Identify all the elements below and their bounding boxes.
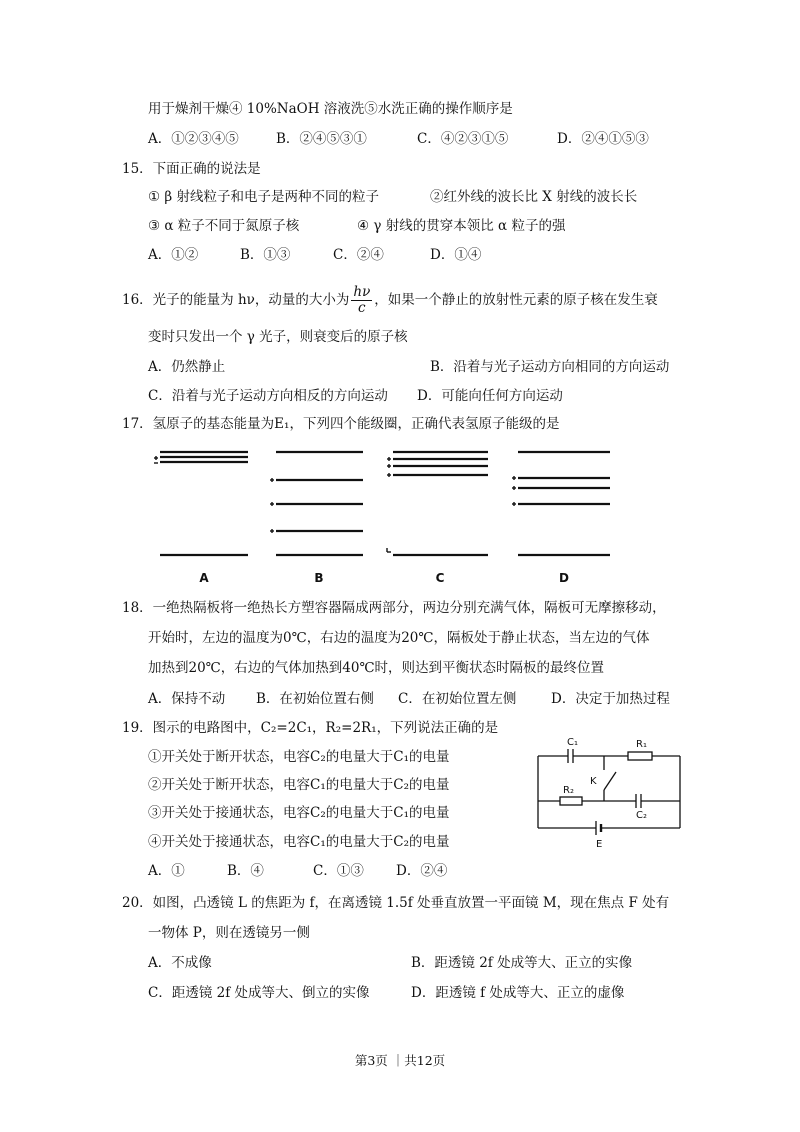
q16-stem-line2: 变时只发出一个 γ 光子，则衰变后的原子核 xyxy=(148,329,408,345)
label-c1: C₁ xyxy=(567,737,578,748)
label-k: K xyxy=(590,776,597,787)
q19-statement-2: ②开关处于断开状态，电容C₁的电量大于C₂的电量 xyxy=(148,777,450,793)
q14-option-b: B．②④⑤③① xyxy=(276,131,367,147)
q15-statement-1: ① β 射线粒子和电子是两种不同的粒子 xyxy=(148,189,379,205)
momentum-fraction xyxy=(351,285,372,316)
label-e: E xyxy=(596,839,603,850)
q19-statement-1: ①开关处于断开状态，电容C₂的电量大于C₁的电量 xyxy=(148,749,450,765)
diagram-label-d: D xyxy=(559,571,569,585)
q18-option-d: D．决定于加热过程 xyxy=(551,691,670,707)
q20-stem-line2: 一物体 P，则在透镜另一侧 xyxy=(148,925,310,941)
q19-statement-4: ④开关处于接通状态，电容C₁的电量大于C₂的电量 xyxy=(148,834,450,850)
q19-option-a: A．① xyxy=(148,863,185,879)
label-r1: R₁ xyxy=(636,739,647,750)
q20-option-c: C．距透镜 2f 处成等大、倒立的实像 xyxy=(148,985,370,1001)
q17-stem: 17．氢原子的基态能量为E₁，下列四个能级圈，正确代表氢原子能级的是 xyxy=(122,416,560,432)
q14-option-d: D．②④①⑤③ xyxy=(557,131,649,147)
q19-stem: 19．图示的电路图中，C₂=2C₁，R₂=2R₁，下列说法正确的是 xyxy=(122,720,499,736)
q16-stem-line1 xyxy=(122,282,658,318)
q16-option-d: D．可能向任何方向运动 xyxy=(417,388,563,404)
q15-statement-4: ④ γ 射线的贯穿本领比 α 粒子的强 xyxy=(357,218,566,234)
energy-level-diagrams xyxy=(148,442,618,590)
q15-option-c: C．②④ xyxy=(333,247,384,263)
q15-statement-2: ②红外线的波长比 X 射线的波长长 xyxy=(430,189,638,205)
q15-option-d: D．①④ xyxy=(430,247,482,263)
diagram-label-b: B xyxy=(314,571,324,585)
q15-stem: 15．下面正确的说法是 xyxy=(122,161,261,177)
label-c2: C₂ xyxy=(636,810,647,821)
q15-statement-3: ③ α 粒子不同于氮原子核 xyxy=(148,218,300,234)
page-footer: 第3页 ｜共12页 xyxy=(354,1053,446,1068)
q19-option-d: D．②④ xyxy=(396,863,448,879)
q14-option-c: C．④②③①⑤ xyxy=(417,131,509,147)
diagram-label-a: A xyxy=(199,571,209,585)
q18-option-b: B．在初始位置右侧 xyxy=(256,691,374,707)
fraction-denominator: c xyxy=(358,300,366,316)
diagram-label-c: C xyxy=(435,571,445,585)
q14-option-a: A．①②③④⑤ xyxy=(148,131,239,147)
q18-option-a: A．保持不动 xyxy=(148,691,226,707)
q18-option-c: C．在初始位置左侧 xyxy=(398,691,517,707)
q16-option-b: B．沿着与光子运动方向相同的方向运动 xyxy=(430,359,670,375)
q16-option-a: A．仍然静止 xyxy=(148,359,226,375)
q20-stem-line1: 20．如图，凸透镜 L 的焦距为 f，在离透镜 1.5f 处垂直放置一平面镜 M，现在焦点 F 处有 xyxy=(122,895,670,911)
q18-stem-line1: 18．一绝热隔板将一绝热长方塑容器隔成两部分，两边分别充满气体，隔板可无摩擦移动， xyxy=(122,600,666,616)
label-r2: R₂ xyxy=(563,785,574,796)
q15-option-b: B．①③ xyxy=(240,247,291,263)
q16-option-c: C．沿着与光子运动方向相反的方向运动 xyxy=(148,388,388,404)
q19-option-b: B．④ xyxy=(227,863,264,879)
q20-option-b: B．距透镜 2f 处成等大、正立的实像 xyxy=(411,955,633,971)
q20-option-d: D．距透镜 f 处成等大、正立的虚像 xyxy=(411,985,625,1001)
q16-stem-a: 16．光子的能量为 hν，动量的大小为 xyxy=(122,292,350,308)
q18-stem-line2: 开始时，左边的温度为0℃，右边的温度为20℃，隔板处于静止状态，当左边的气体 xyxy=(148,630,650,646)
q20-option-a: A．不成像 xyxy=(148,955,212,971)
fraction-numerator: hν xyxy=(353,284,371,300)
q18-stem-line3: 加热到20℃，右边的气体加热到40℃时，则达到平衡状态时隔板的最终位置 xyxy=(148,660,605,676)
q16-stem-b: ，如果一个静止的放射性元素的原子核在发生衰 xyxy=(374,292,658,308)
q19-statement-3: ③开关处于接通状态，电容C₂的电量大于C₁的电量 xyxy=(148,805,450,821)
q14-continuation: 用于燥剂干燥④ 10%NaOH 溶液洗⑤水洗正确的操作顺序是 xyxy=(148,101,513,117)
q15-option-a: A．①② xyxy=(148,247,199,263)
q19-option-c: C．①③ xyxy=(313,863,364,879)
circuit-diagram xyxy=(530,734,690,852)
